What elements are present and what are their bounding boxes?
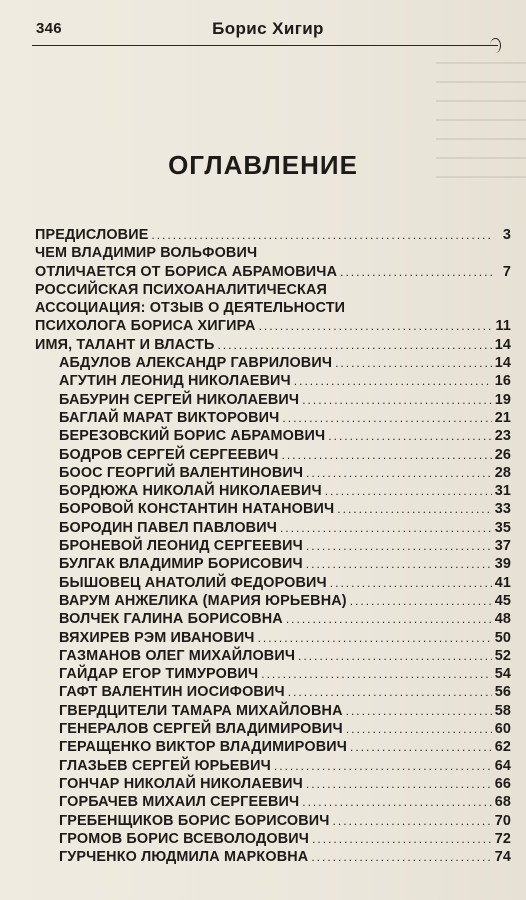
- toc-entry: [35, 757, 511, 775]
- toc-entry: [35, 354, 511, 372]
- toc-entry: [35, 592, 511, 610]
- toc-entry-title: ГЛАЗЬЕВ СЕРГЕЙ ЮРЬЕВИЧ: [59, 757, 271, 774]
- toc-entry-page: 35: [494, 519, 511, 536]
- toc-entry: [35, 848, 511, 866]
- toc-entry-page: 14: [494, 336, 511, 353]
- toc-entry-title: ПСИХОЛОГА БОРИСА ХИГИРА: [35, 318, 256, 335]
- dot-leader: [274, 757, 492, 775]
- toc-entry: [35, 793, 511, 811]
- toc-entry-page: 28: [494, 464, 511, 481]
- toc-entry-page: 45: [494, 592, 511, 609]
- dot-leader: [258, 629, 492, 647]
- toc-entry: [35, 830, 511, 848]
- dot-leader: [335, 354, 492, 372]
- toc-entry-page: 56: [494, 684, 511, 701]
- page-number: 346: [36, 20, 62, 37]
- dot-leader: [311, 848, 491, 866]
- toc-entry-title: ГРОМОВ БОРИС ВСЕВОЛОДОВИЧ: [59, 830, 310, 847]
- dot-leader: [346, 702, 492, 720]
- toc-entry-title: ГВЕРДЦИТЕЛИ ТАМАРА МИХАЙЛОВНА: [59, 702, 343, 719]
- toc-entry: [35, 574, 511, 592]
- running-head-author: Борис Хигир: [212, 19, 324, 38]
- toc-entry: [35, 720, 511, 738]
- toc-entry-title: БАГЛАЙ МАРАТ ВИКТОРОВИЧ: [59, 409, 280, 426]
- toc-entry-page: 3: [502, 227, 511, 243]
- toc-title: ОГЛАВЛЕНИЕ: [168, 150, 358, 180]
- toc-entry: [35, 812, 511, 830]
- header-rule: [32, 45, 498, 46]
- toc-entry-title: ГРЕБЕНЩИКОВ БОРИС БОРИСОВИЧ: [59, 812, 330, 829]
- dot-leader: [282, 409, 491, 427]
- toc-entry: [35, 519, 511, 537]
- toc-entry-page: 50: [494, 629, 511, 646]
- dot-leader: [294, 372, 492, 390]
- toc-entry: [35, 281, 511, 299]
- toc-entry-title: РОССИЙСКАЯ ПСИХОАНАЛИТИЧЕСКАЯ: [35, 281, 328, 298]
- toc-entry-page: 23: [494, 428, 511, 445]
- toc-entry-title: ГУРЧЕНКО ЛЮДМИЛА МАРКОВНА: [59, 849, 309, 866]
- toc-entry-title: БЕРЕЗОВСКИЙ БОРИС АБРАМОВИЧ: [59, 428, 326, 445]
- toc-entry-title: ОТЛИЧАЕТСЯ ОТ БОРИСА АБРАМОВИЧА: [35, 263, 338, 280]
- toc-entry: [35, 647, 511, 665]
- toc-entry-page: 33: [494, 501, 511, 518]
- toc-entry-title: БОДРОВ СЕРГЕЙ СЕРГЕЕВИЧ: [59, 446, 279, 463]
- toc-entry: [35, 263, 511, 281]
- toc-entry: [35, 372, 511, 390]
- toc-entry: [35, 409, 511, 427]
- toc-entry-title: БУЛГАК ВЛАДИМИР БОРИСОВИЧ: [59, 556, 303, 573]
- dot-leader: [340, 263, 494, 281]
- dot-leader: [350, 738, 492, 756]
- dot-leader: [261, 665, 491, 683]
- toc-entry-page: 7: [502, 263, 511, 280]
- dot-leader: [350, 592, 492, 610]
- toc-entry: [35, 299, 511, 317]
- toc-entry-page: 48: [494, 611, 511, 628]
- toc-entry-title: ЧЕМ ВЛАДИМИР ВОЛЬФОВИЧ: [35, 245, 258, 262]
- dot-leader: [328, 427, 491, 445]
- dot-leader: [217, 336, 491, 354]
- dot-leader: [337, 500, 491, 518]
- toc-entry-page: 31: [494, 483, 511, 500]
- toc-entry-page: 70: [494, 812, 511, 829]
- toc-entry-page: 66: [494, 775, 511, 792]
- dot-leader: [288, 683, 492, 701]
- toc-entry-page: 62: [494, 739, 511, 756]
- toc-entry: [35, 665, 511, 683]
- toc-entry-title: БОРДЮЖА НИКОЛАЙ НИКОЛАЕВИЧ: [59, 483, 322, 500]
- table-of-contents: [35, 226, 511, 866]
- toc-entry: [35, 555, 511, 573]
- toc-entry-page: 72: [494, 830, 511, 847]
- header-rule-flourish: [490, 38, 501, 53]
- toc-entry-page: 54: [494, 666, 511, 683]
- toc-entry: [35, 629, 511, 647]
- toc-entry: [35, 610, 511, 628]
- toc-entry: [35, 317, 511, 335]
- toc-entry: [35, 391, 511, 409]
- toc-entry-title: БОРОДИН ПАВЕЛ ПАВЛОВИЧ: [59, 519, 277, 536]
- toc-entry-page: 39: [494, 556, 511, 573]
- dot-leader: [330, 574, 492, 592]
- dot-leader: [282, 446, 492, 464]
- toc-entry-page: 64: [494, 757, 511, 774]
- running-head: [32, 14, 504, 44]
- toc-entry-title: ГАФТ ВАЛЕНТИН ИОСИФОВИЧ: [59, 684, 285, 701]
- toc-entry: [35, 482, 511, 500]
- toc-entry: [35, 702, 511, 720]
- toc-entry: [35, 244, 511, 262]
- dot-leader: [312, 830, 492, 848]
- dot-leader: [302, 793, 491, 811]
- toc-entry-page: 19: [494, 391, 511, 408]
- toc-entry-title: ГОНЧАР НИКОЛАЙ НИКОЛАЕВИЧ: [59, 775, 303, 792]
- toc-entry-page: 74: [494, 849, 511, 866]
- toc-entry-title: БОРОВОЙ КОНСТАНТИН НАТАНОВИЧ: [59, 501, 335, 518]
- dot-leader: [298, 647, 492, 665]
- dot-leader: [325, 482, 492, 500]
- dot-leader: [302, 391, 492, 409]
- toc-entry: [35, 446, 511, 464]
- toc-entry: [35, 464, 511, 482]
- toc-entry-title: ПРЕДИСЛОВИЕ: [35, 227, 149, 243]
- toc-entry-title: АБДУЛОВ АЛЕКСАНДР ГАВРИЛОВИЧ: [59, 355, 333, 372]
- toc-entry: [35, 226, 511, 244]
- toc-entry: [35, 500, 511, 518]
- toc-entry-page: 60: [494, 721, 511, 738]
- toc-entry-page: 68: [494, 794, 511, 811]
- toc-entry-title: АССОЦИАЦИЯ: ОТЗЫВ О ДЕЯТЕЛЬНОСТИ: [35, 300, 346, 317]
- toc-entry-page: 14: [494, 355, 511, 372]
- toc-entry-page: 52: [494, 647, 511, 664]
- toc-entry-page: 16: [494, 373, 511, 390]
- toc-entry-page: 26: [494, 446, 511, 463]
- toc-entry: [35, 336, 511, 354]
- toc-entry-title: ВОЛЧЕК ГАЛИНА БОРИСОВНА: [59, 611, 283, 628]
- dot-leader: [306, 775, 492, 793]
- toc-entry-page: 21: [494, 409, 511, 426]
- toc-entry-title: ГЕРАЩЕНКО ВИКТОР ВЛАДИМИРОВИЧ: [59, 739, 347, 756]
- toc-entry-title: БАБУРИН СЕРГЕЙ НИКОЛАЕВИЧ: [59, 391, 300, 408]
- dot-leader: [286, 610, 492, 628]
- dot-leader: [306, 555, 492, 573]
- toc-entry-title: БЫШОВЕЦ АНАТОЛИЙ ФЕДОРОВИЧ: [59, 574, 327, 591]
- toc-entry-title: ГАЙДАР ЕГОР ТИМУРОВИЧ: [59, 666, 259, 683]
- dot-leader: [306, 464, 492, 482]
- toc-entry-title: ВЯХИРЕВ РЭМ ИВАНОВИЧ: [59, 629, 255, 646]
- toc-entry-title: ГОРБАЧЕВ МИХАИЛ СЕРГЕЕВИЧ: [59, 794, 300, 811]
- dot-leader: [346, 720, 492, 738]
- toc-entry: [35, 775, 511, 793]
- toc-entry: [35, 738, 511, 756]
- toc-entry-page: 37: [494, 538, 511, 555]
- dot-leader: [333, 812, 492, 830]
- toc-entry-title: БРОНЕВОЙ ЛЕОНИД СЕРГЕЕВИЧ: [59, 538, 303, 555]
- toc-entry-page: 41: [494, 574, 511, 591]
- dot-leader: [306, 537, 492, 555]
- toc-entry: [35, 683, 511, 701]
- toc-entry: [35, 427, 511, 445]
- toc-entry-title: ГАЗМАНОВ ОЛЕГ МИХАЙЛОВИЧ: [59, 647, 296, 664]
- toc-entry-title: АГУТИН ЛЕОНИД НИКОЛАЕВИЧ: [59, 373, 291, 390]
- toc-entry: [35, 537, 511, 555]
- toc-entry-title: БООС ГЕОРГИЙ ВАЛЕНТИНОВИЧ: [59, 464, 304, 481]
- toc-entry-title: ГЕНЕРАЛОВ СЕРГЕЙ ВЛАДИМИРОВИЧ: [59, 721, 343, 738]
- toc-entry-title: ИМЯ, ТАЛАНТ И ВЛАСТЬ: [35, 336, 215, 353]
- dot-leader: [151, 226, 494, 244]
- toc-entry-title: ВАРУМ АНЖЕЛИКА (МАРИЯ ЮРЬЕВНА): [59, 592, 347, 609]
- dot-leader: [280, 519, 492, 537]
- toc-entry-page: 58: [494, 702, 511, 719]
- dot-leader: [259, 317, 493, 335]
- toc-entry-page: 11: [495, 318, 511, 335]
